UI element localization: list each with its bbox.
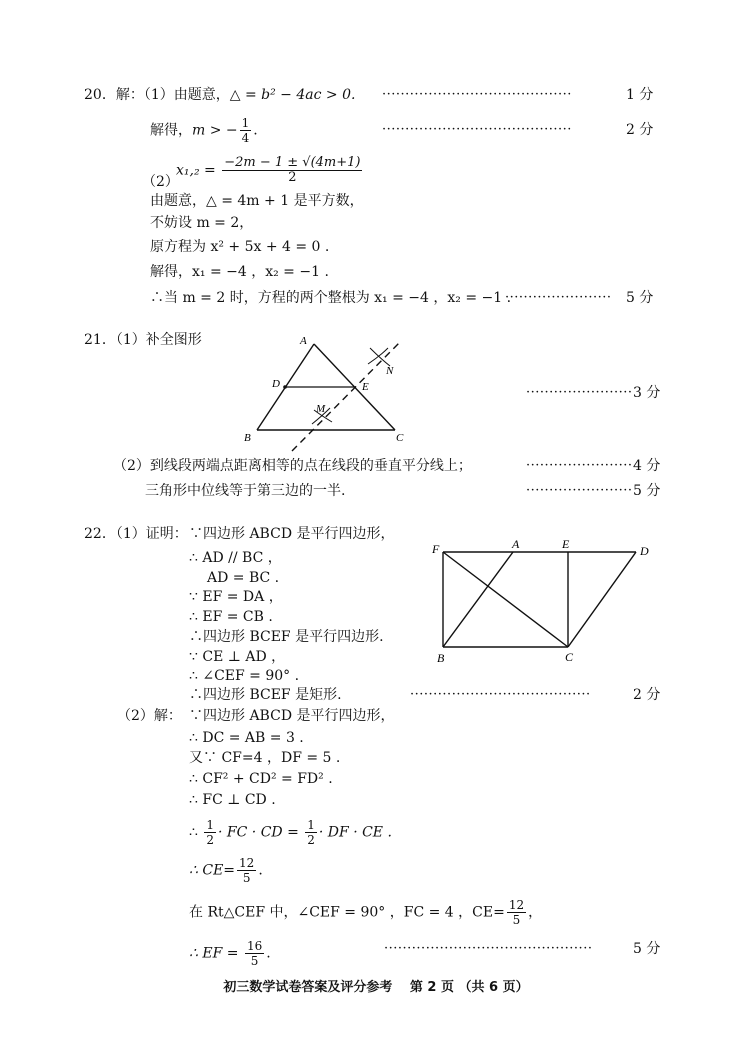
q22-sol-line-4: ∴ CF² + CD² = FD² . <box>189 771 333 787</box>
frac-den: 2 <box>307 833 315 847</box>
q20-discriminant: △ = b² − 4ac > 0. <box>229 87 356 103</box>
q22-dots-2: ······································· <box>410 687 591 702</box>
q21-dots-4: ······················· <box>526 458 633 473</box>
q22-label-d: D <box>640 544 649 558</box>
frac-den: 2 <box>206 833 215 847</box>
q22-proof-line-8: ∴ ∠CEF = 90° . <box>189 668 300 684</box>
q22-parallelogram-figure <box>426 532 656 667</box>
q22-proof-line-4: ∵ EF = DA ， <box>189 589 283 605</box>
q22-rt-text: 在 Rt△CEF 中，∠CEF = 90° ，FC = 4 ，CE= <box>189 904 505 921</box>
q22-sol-line-3: 又∵ CF=4 ，DF = 5 . <box>189 750 341 766</box>
q22-ce-suffix: . <box>258 862 263 879</box>
q21-label-d: D <box>272 378 280 390</box>
q20-root-formula <box>176 156 364 185</box>
q22-area-mid-2: · DF · CE . <box>318 824 392 841</box>
q21-score-3: 3 分 <box>633 385 661 401</box>
frac-den: 5 <box>512 913 521 927</box>
q22-ce-prefix: ∴ CE= <box>189 862 236 879</box>
q20-line-3: 原方程为 x² + 5x + 4 = 0 . <box>150 239 330 255</box>
q22-half-fraction-2 <box>305 818 317 847</box>
q22-ce-fraction <box>237 856 256 885</box>
q20-part-2: （2） <box>142 174 179 190</box>
q22-proof-line-6: ∴四边形 BCEF 是平行四边形. <box>189 629 384 645</box>
q22-area-mid-1: · FC · CD = <box>218 824 299 841</box>
q20-dots-2: ········································· <box>382 122 572 137</box>
q22-label-f: F <box>432 542 440 556</box>
q21-triangle-figure <box>240 330 420 455</box>
q20-score-5: 5 分 <box>626 290 654 306</box>
q20-heading <box>84 86 355 104</box>
q22-ce-line <box>189 856 263 885</box>
q22-ef-fraction <box>245 939 264 968</box>
q22-ef-prefix: ∴ EF = <box>189 945 239 962</box>
q22-proof-line-9: ∴四边形 BCEF 是矩形. <box>189 687 342 703</box>
q22-ef-suffix: . <box>266 945 271 962</box>
q21-line-1: （2）到线段两端点距离相等的点在线段的垂直平分线上； <box>113 458 472 474</box>
q21-label-m: M <box>316 403 326 415</box>
q20-line-4: 解得，x₁ = −4 ，x₂ = −1 . <box>150 264 329 280</box>
q22-line-fc <box>443 552 568 647</box>
q22-ef-line <box>189 939 271 968</box>
q22-rt-fraction <box>507 898 526 927</box>
q20-solve-line: 解得，m > − $\frac{1}{4}$ . <box>150 116 258 145</box>
q22-proof-line-5: ∴ EF = CB . <box>189 609 273 625</box>
q22-label-b: B <box>437 651 445 665</box>
q21-label-a: A <box>300 335 307 347</box>
q22-sol-line-5: ∴ FC ⊥ CD . <box>189 792 276 808</box>
q20-root-fraction <box>222 156 362 185</box>
frac-num: 1 <box>241 116 250 130</box>
q22-score-5: 5 分 <box>633 941 661 957</box>
q22-rt-suffix: ， <box>528 904 543 921</box>
q22-line-dc <box>568 552 636 647</box>
q20-dots-1: ········································· <box>382 87 572 102</box>
q20-solve-label: 解得， <box>150 122 192 139</box>
page-footer: 初三数学试卷答案及评分参考 第 2 页 （共 6 页） <box>223 980 529 995</box>
q20-fraction-1-4 <box>240 116 252 145</box>
q20-line-5: ∴当 m = 2 时，方程的两个整根为 x₁ = −4 ，x₂ = −1 . <box>150 290 512 306</box>
q20-score-2: 2 分 <box>626 122 654 138</box>
frac-den: 5 <box>250 954 259 968</box>
q21-label-n: N <box>386 365 394 377</box>
q22-rt-line <box>189 898 542 927</box>
q22-half-fraction-1 <box>204 818 216 847</box>
q21-dots-3: ······················· <box>526 385 633 400</box>
frac-num: −2m − 1 ± √(4m+1) <box>224 155 361 170</box>
q21-heading: 21．（1）补全图形 <box>84 332 202 348</box>
q20-line-1: 由题意，△ = 4m + 1 是平方数， <box>150 193 364 209</box>
q22-area-therefore: ∴ <box>189 824 198 841</box>
q21-dots-5: ······················· <box>526 483 633 498</box>
frac-num: 1 <box>307 818 315 832</box>
q22-heading: 22．（1）证明： <box>84 526 188 542</box>
q22-label-e: E <box>562 537 570 551</box>
q21-point-d <box>283 385 287 389</box>
q20-line-2: 不妨设 m = 2， <box>150 215 254 231</box>
q22-proof-line-1: ∵四边形 ABCD 是平行四边形， <box>189 526 395 542</box>
frac-den: 5 <box>242 871 251 885</box>
q21-label-e: E <box>362 381 369 393</box>
q21-perpendicular-bisector <box>292 342 400 451</box>
q22-sol-line-1: ∵四边形 ABCD 是平行四边形， <box>189 708 395 724</box>
q22-label-c: C <box>565 650 574 664</box>
frac-num: 12 <box>239 856 255 870</box>
frac-den: 2 <box>288 170 297 185</box>
q22-line-ab <box>443 552 513 647</box>
q20-m-inequality: m > − <box>192 122 238 139</box>
q22-score-2: 2 分 <box>633 687 661 703</box>
q20-number: 20．解：（1）由题意， <box>84 87 230 103</box>
q21-score-5: 5 分 <box>633 483 661 499</box>
frac-num: 12 <box>508 898 525 912</box>
q22-proof-line-2: ∴ AD // BC ， <box>189 550 282 566</box>
q20-dots-5: ······················· <box>505 290 612 305</box>
q22-part-2: （2）解： <box>117 708 182 724</box>
q22-label-a: A <box>512 537 520 551</box>
q21-arc-n2 <box>370 348 390 366</box>
q22-sol-line-2: ∴ DC = AB = 3 . <box>189 730 304 746</box>
q21-label-b: B <box>244 432 251 444</box>
q21-label-c: C <box>396 432 404 444</box>
q22-area-line <box>189 818 392 847</box>
q20-root-lhs: x₁,₂ = <box>176 162 216 179</box>
q21-score-4: 4 分 <box>633 458 661 474</box>
q22-dots-5: ············································· <box>384 941 593 956</box>
frac-num: 16 <box>246 939 263 953</box>
frac-num: 1 <box>206 818 215 832</box>
q22-proof-line-7: ∵ CE ⊥ AD ， <box>189 649 286 665</box>
q22-proof-line-3: AD = BC . <box>207 570 280 586</box>
q21-line-2: 三角形中位线等于第三边的一半. <box>145 483 346 499</box>
q20-score-1: 1 分 <box>626 87 654 103</box>
frac-den: 4 <box>241 131 250 145</box>
